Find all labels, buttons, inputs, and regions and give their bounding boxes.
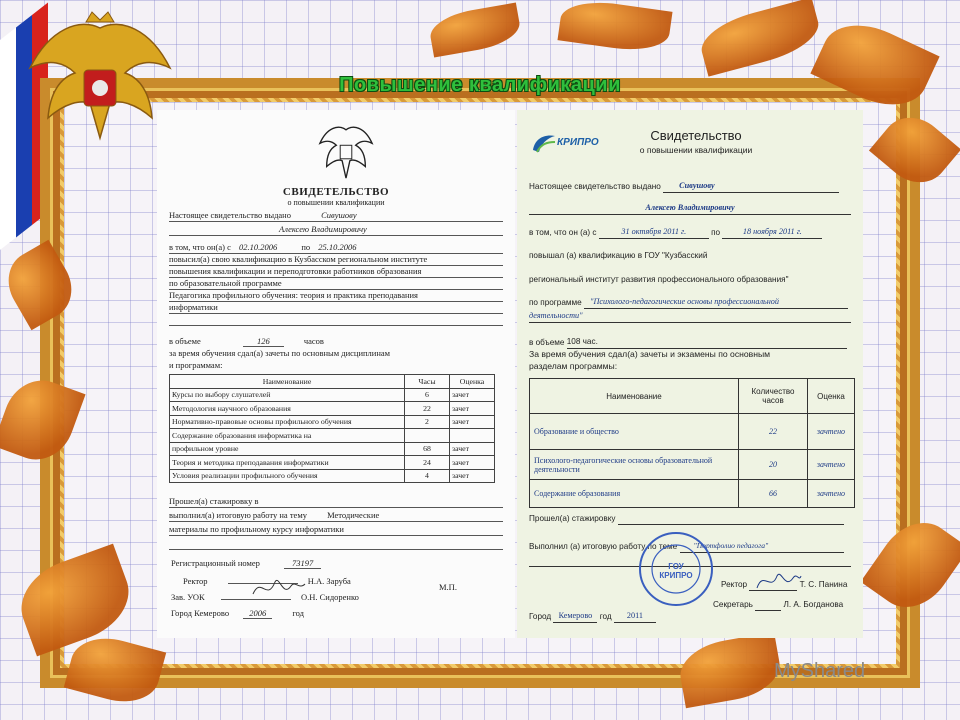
year-label: год xyxy=(599,612,612,621)
hours-unit: часов xyxy=(303,336,324,346)
table-cell: 6 xyxy=(405,388,450,402)
period-line xyxy=(529,226,851,238)
hours-line xyxy=(169,336,503,347)
recipient-name: Алексею Владимировичу xyxy=(529,202,851,215)
period-to-label: по xyxy=(301,242,311,252)
hours-line xyxy=(529,336,851,348)
table-cell xyxy=(450,429,495,443)
table-cell: зачет xyxy=(450,456,495,470)
table-row xyxy=(170,442,495,456)
program-line-2 xyxy=(529,310,851,322)
table-cell: зачтено xyxy=(808,480,855,508)
table-row xyxy=(530,480,855,508)
name-line xyxy=(529,202,851,214)
seal-label: М.П. xyxy=(439,582,457,592)
program-value: "Психолого-педагогические основы профессиональной xyxy=(584,296,848,309)
rector-label: Ректор xyxy=(183,576,208,586)
date-from: 31 октября 2011 г. xyxy=(599,226,709,239)
issued-label: Настоящее свидетельство выдано xyxy=(169,210,291,220)
table-row xyxy=(170,469,495,483)
issued-label: Настоящее свидетельство выдано xyxy=(529,182,661,191)
certificate-heading xyxy=(621,128,771,155)
logo-text: КРИПРО xyxy=(557,137,599,148)
table-cell: Курсы по выбору слушателей xyxy=(170,388,405,402)
internship-line: Прошел(а) стажировку в xyxy=(169,496,503,508)
table-header: Оценка xyxy=(808,379,855,414)
period-to-label: по xyxy=(711,228,721,237)
period-line xyxy=(169,242,503,254)
city-line xyxy=(529,610,851,622)
city-label: Город Кемерово xyxy=(171,608,230,618)
certificate-left xyxy=(157,110,515,638)
issued-line xyxy=(169,210,503,222)
registration-line xyxy=(171,558,321,568)
table-row xyxy=(170,429,495,443)
eagle-emblem-icon xyxy=(317,122,375,184)
exams-label: За время обучения сдал(а) зачеты и экзамены по основным xyxy=(529,349,771,359)
hours-value: 108 час. xyxy=(567,336,847,349)
blank-line xyxy=(169,538,503,550)
date-to: 18 ноября 2011 г. xyxy=(722,226,822,239)
date-to: 25.10.2006 xyxy=(318,242,357,252)
table-cell: профильном уровне xyxy=(170,442,405,456)
exams-label-2: разделам программы: xyxy=(529,361,618,371)
deputy-label: Зав. УОК xyxy=(171,592,205,602)
table-cell: 20 xyxy=(739,450,808,480)
table-cell: 22 xyxy=(405,402,450,416)
final-work-topic: Методические xyxy=(327,510,380,520)
kripro-logo-icon xyxy=(531,132,557,154)
hours-label: в объеме xyxy=(169,336,201,346)
period-from-label: в том, что он(а) с xyxy=(169,242,231,252)
leaf-decoration-top xyxy=(696,0,825,77)
institute-line-2: региональный институт развития профессионального образования" xyxy=(529,275,789,284)
city-label: Город xyxy=(529,612,552,621)
year-value: 2011 xyxy=(614,610,656,623)
table-row xyxy=(530,414,855,450)
recipient-surname: Сивушову xyxy=(321,210,357,220)
registration-number: 73197 xyxy=(284,558,321,569)
hours-value: 126 xyxy=(243,336,284,347)
table-cell: Психолого-педагогические основы образовательной деятельности xyxy=(530,450,739,480)
table-cell: 68 xyxy=(405,442,450,456)
table-cell: зачет xyxy=(450,388,495,402)
table-cell: зачет xyxy=(450,415,495,429)
deputy-name: О.Н. Сидоренко xyxy=(300,592,359,602)
table-row xyxy=(170,415,495,429)
table-header-row xyxy=(170,375,495,389)
table-cell: Содержание образования информатика на xyxy=(170,429,405,443)
final-work-topic: "Портфолио педагога" xyxy=(680,540,844,553)
exams-label-2: и программам: xyxy=(169,360,223,370)
table-header: Наименование xyxy=(170,375,405,389)
page-title: Повышение квалификации xyxy=(339,74,621,96)
program-label: по программе xyxy=(529,298,582,307)
table-row xyxy=(170,456,495,470)
institute-line-2: повышения квалификации и переподготовки работников образования xyxy=(169,266,503,278)
table-cell: 66 xyxy=(739,480,808,508)
table-cell: Теория и методика преподавания информатики xyxy=(170,456,405,470)
table-cell: 24 xyxy=(405,456,450,470)
certificate-subtitle: о повышении квалификации xyxy=(287,198,385,207)
institute-line: повышал (а) квалификацию в ГОУ "Кузбасский xyxy=(529,251,708,260)
secretary-label: Секретарь xyxy=(713,600,753,609)
stamp-text: ГОУ КРИПРО xyxy=(659,562,693,580)
table-header-row xyxy=(530,379,855,414)
internship-label: Прошел(а) стажировку xyxy=(529,514,616,523)
year-unit: год xyxy=(292,608,304,618)
watermark-text: MyShared xyxy=(774,660,866,682)
certificate-right xyxy=(517,110,863,638)
table-row xyxy=(530,450,855,480)
rector-label: Ректор xyxy=(721,580,748,589)
program-line-1: Педагогика профильного обучения: теория и практика преподавания xyxy=(169,290,503,302)
final-work-label: выполнил(а) итоговую работу на тему xyxy=(169,510,307,520)
program-label: по образовательной программе xyxy=(169,278,503,290)
certificate-title: СВИДЕТЕЛЬСТВО xyxy=(282,186,390,198)
secretary-line xyxy=(713,598,859,610)
table-cell: Методология научного образования xyxy=(170,402,405,416)
certificate-heading xyxy=(157,186,515,207)
table-cell: Образование и общество xyxy=(530,414,739,450)
final-work-line xyxy=(169,510,503,522)
certificate-title: Свидетельство xyxy=(650,128,742,143)
program-line-2: информатики xyxy=(169,302,503,314)
rector-name: Т. С. Панина xyxy=(799,580,848,589)
leaf-decoration-top xyxy=(427,2,523,57)
program-line xyxy=(529,296,851,308)
table-cell: 4 xyxy=(405,469,450,483)
name-line xyxy=(169,224,503,236)
disciplines-table xyxy=(169,374,495,483)
table-cell: 2 xyxy=(405,415,450,429)
certificate-subtitle: о повышении квалификации xyxy=(639,145,753,155)
internship-line xyxy=(529,512,851,524)
table-cell: Условия реализации профильного обучения xyxy=(170,469,405,483)
exams-label: за время обучения сдал(а) зачеты по основным дисциплинам xyxy=(169,348,391,358)
table-row xyxy=(170,402,495,416)
date-from: 02.10.2006 xyxy=(238,242,278,252)
table-cell: зачтено xyxy=(808,450,855,480)
table-cell: зачет xyxy=(450,442,495,456)
table-cell: Содержание образования xyxy=(530,480,739,508)
table-cell: зачет xyxy=(450,469,495,483)
signature-icon xyxy=(753,564,803,598)
hours-label: в объеме xyxy=(529,338,565,347)
table-cell: Нормативно-правовые основы профильного обучения xyxy=(170,415,405,429)
final-work-topic-2: материалы по профильному курсу информатики xyxy=(169,524,503,536)
recipient-name: Алексею Владимировичу xyxy=(279,224,367,234)
final-work-label: Выполнил (а) итоговую работу по теме xyxy=(529,542,678,551)
issued-line xyxy=(529,180,851,192)
table-cell xyxy=(405,429,450,443)
disciplines-table xyxy=(529,378,855,508)
table-row xyxy=(170,388,495,402)
institute-line: повысил(а) свою квалификацию в Кузбасском региональном институте xyxy=(169,254,503,266)
city-value: Кемерово xyxy=(553,610,597,623)
table-cell: 22 xyxy=(739,414,808,450)
year-value: 2006 xyxy=(243,608,272,619)
rector-name: Н.А. Заруба xyxy=(307,576,351,586)
table-cell: зачтено xyxy=(808,414,855,450)
registration-label: Регистрационный номер xyxy=(171,558,260,568)
table-header: Наименование xyxy=(530,379,739,414)
program-value-2: деятельности" xyxy=(529,310,851,323)
blank-line xyxy=(169,314,503,326)
table-cell: зачет xyxy=(450,402,495,416)
recipient-surname: Сивушову xyxy=(663,180,839,193)
signature-icon xyxy=(249,568,309,608)
secretary-name: Л. А. Богданова xyxy=(783,600,844,609)
leaf-decoration-top xyxy=(557,0,672,55)
kripro-logo xyxy=(531,132,609,154)
table-header: Оценка xyxy=(450,375,495,389)
period-from-label: в том, что он (а) с xyxy=(529,228,597,237)
table-header: Количество часов xyxy=(739,379,808,414)
city-line xyxy=(171,608,304,618)
table-header: Часы xyxy=(405,375,450,389)
